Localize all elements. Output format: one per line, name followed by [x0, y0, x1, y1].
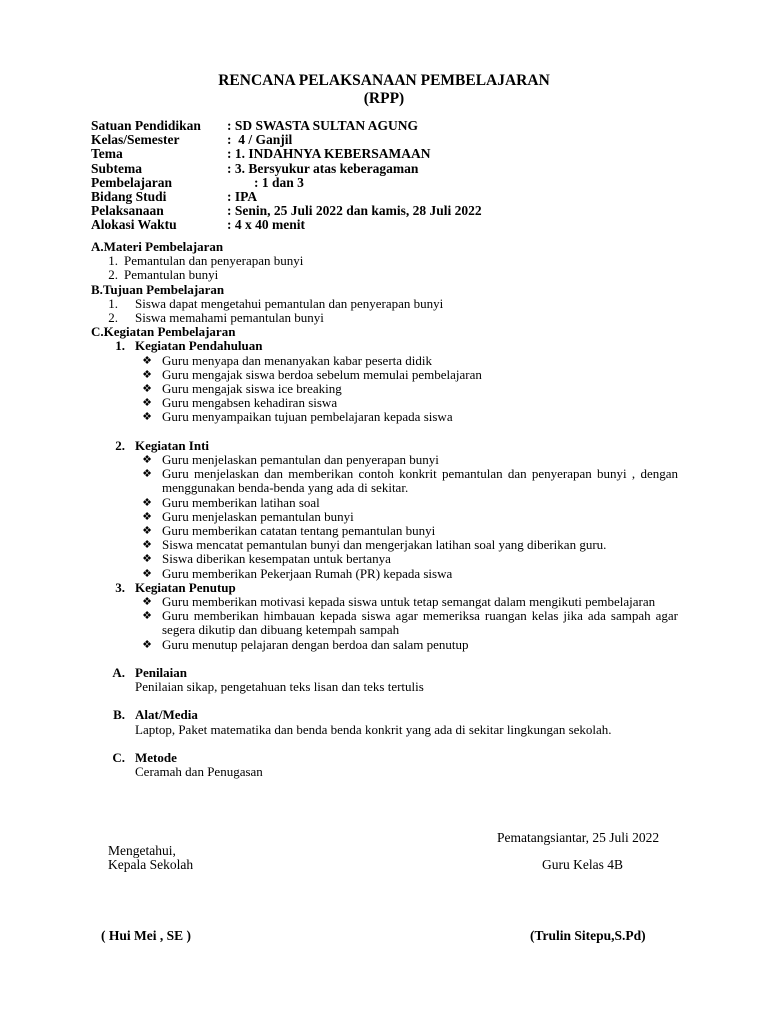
signature-left-label-1: Mengetahui, [108, 843, 176, 858]
list-item: 2. Siswa memahami pemantulan bunyi [108, 309, 324, 325]
bullet-item: ❖ Guru memberikan catatan tentang pemantulan bunyi [91, 524, 678, 538]
bullet-item: ❖ Guru mengajak siswa ice breaking [91, 382, 678, 396]
section-heading-materi: A.Materi Pembelajaran [91, 239, 224, 254]
identity-value: : 3. Bersyukur atas keberagaman [227, 160, 419, 176]
diamond-bullet-icon: ❖ [142, 354, 152, 367]
diamond-bullet-icon: ❖ [142, 638, 152, 651]
diamond-bullet-icon: ❖ [142, 368, 152, 381]
identity-row-bidang [91, 190, 482, 204]
bullet-item: ❖ Guru menyapa dan menanyakan kabar peserta didik [91, 354, 678, 368]
bullet-item: ❖ Siswa mencatat pemantulan bunyi dan mengerjakan latihan soal yang diberikan guru. [91, 538, 678, 552]
title-line-1: RENCANA PELAKSANAAN PEMBELAJARAN [218, 72, 550, 89]
bullet-item: ❖ Siswa diberikan kesempatan untuk bertanya [91, 552, 678, 566]
bullet-item: ❖ Guru mengajak siswa berdoa sebelum memulai pembelajaran [91, 368, 678, 382]
identity-label: Kelas/Semester [91, 132, 180, 148]
identity-value: : Senin, 25 Juli 2022 dan kamis, 28 Juli 2022 [227, 203, 482, 219]
bullet-item: ❖ Guru memberikan himbauan kepada siswa agar memeriksa ruangan kelas jika ada sampah agar segera dikutip dan dibuang ketempah sampah [91, 609, 678, 637]
identity-row-satuan [91, 119, 482, 133]
identity-label: Subtema [91, 160, 143, 176]
list-item: 1. Pemantulan dan penyerapan bunyi [108, 253, 304, 269]
identity-label: Bidang Studi [91, 188, 167, 204]
identity-row-pembelajaran [91, 176, 482, 190]
identity-label: Tema [91, 146, 123, 162]
metode-text: Ceramah dan Penugasan [135, 764, 263, 780]
identity-row-kelas [91, 133, 482, 147]
identity-label: Alokasi Waktu [91, 217, 177, 233]
diamond-bullet-icon: ❖ [142, 610, 152, 623]
signature-place-date: Pematangsiantar, 25 Juli 2022 [497, 830, 660, 845]
identity-value: : SD SWASTA SULTAN AGUNG [227, 118, 419, 133]
diamond-bullet-icon: ❖ [142, 539, 152, 552]
subsection-heading-pendahuluan: 1. Kegiatan Pendahuluan [115, 338, 263, 354]
diamond-bullet-icon: ❖ [142, 468, 152, 481]
list-item-text: Siswa memahami pemantulan bunyi [135, 309, 324, 325]
diamond-bullet-icon: ❖ [142, 411, 152, 424]
list-item: 2. Pemantulan bunyi [108, 267, 219, 283]
penilaian-text: Penilaian sikap, pengetahuan teks lisan dan teks tertulis [135, 679, 424, 695]
section-heading-alat: B. Alat/Media [113, 707, 198, 723]
bullet-item: ❖ Guru menutup pelajaran dengan berdoa dan salam penutup [91, 638, 678, 652]
diamond-bullet-icon: ❖ [142, 510, 152, 523]
list-item: 1. Siswa dapat mengetahui pemantulan dan penyerapan bunyi [108, 295, 444, 311]
identity-label: Pelaksanaan [91, 203, 164, 219]
identity-value: : IPA [227, 188, 258, 204]
bullet-item: ❖ Guru memberikan motivasi kepada siswa untuk tetap semangat dalam mengikuti pembelajaran [91, 595, 678, 609]
identity-value: : 4 / Ganjil [227, 132, 293, 148]
bullet-item: ❖ Guru menjelaskan pemantulan dan penyerapan bunyi [91, 453, 678, 467]
signature-left-name: ( Hui Mei , SE ) [101, 928, 191, 943]
diamond-bullet-icon: ❖ [142, 524, 152, 537]
identity-table [91, 119, 482, 233]
signature-right-name: (Trulin Sitepu,S.Pd) [530, 928, 646, 943]
section-heading-kegiatan: C.Kegiatan Pembelajaran [91, 324, 236, 340]
bullet-item: ❖ Guru mengabsen kehadiran siswa [91, 396, 678, 410]
subsection-heading-penutup: 3. Kegiatan Penutup [115, 579, 236, 595]
list-item-text: Siswa dapat mengetahui pemantulan dan penyerapan bunyi [135, 295, 444, 311]
identity-row-alokasi [91, 218, 482, 232]
bullet-item: ❖ Guru menyampaikan tujuan pembelajaran kepada siswa [91, 410, 678, 424]
identity-row-pelaksanaan [91, 204, 482, 218]
identity-label: Pembelajaran [91, 174, 172, 190]
alat-text: Laptop, Paket matematika dan benda benda konkrit yang ada di sekitar lingkungan sekolah. [135, 721, 612, 737]
subsection-heading-inti: 2. Kegiatan Inti [115, 437, 210, 453]
bullet-item: ❖ Guru memberikan Pekerjaan Rumah (PR) kepada siswa [91, 567, 678, 581]
diamond-bullet-icon: ❖ [142, 453, 152, 466]
list-item-text: Pemantulan dan penyerapan bunyi [124, 253, 304, 269]
bullet-item: ❖ Guru memberikan latihan soal [91, 496, 678, 510]
diamond-bullet-icon: ❖ [142, 553, 152, 566]
title-line-2: (RPP) [363, 90, 405, 107]
section-heading-tujuan: B.Tujuan Pembelajaran [91, 281, 225, 297]
section-heading-penilaian: A. Penilaian [112, 664, 188, 680]
identity-value: : 1. INDAHNYA KEBERSAMAAN [227, 146, 431, 162]
identity-value: : 4 x 40 menit [227, 217, 305, 233]
identity-row-tema [91, 147, 482, 161]
section-heading-metode: C. Metode [112, 750, 177, 766]
bullet-item: ❖ Guru menjelaskan dan memberikan contoh konkrit pemantulan dan penyerapan bunyi , dengan menggunakan benda-benda yang ada di sekitar. [91, 467, 678, 495]
identity-value: : 1 dan 3 [227, 174, 304, 190]
diamond-bullet-icon: ❖ [142, 567, 152, 580]
diamond-bullet-icon: ❖ [142, 397, 152, 410]
main-content [91, 240, 678, 779]
diamond-bullet-icon: ❖ [142, 595, 152, 608]
list-item-text: Pemantulan bunyi [124, 267, 219, 283]
identity-label: Satuan Pendidikan [91, 118, 201, 133]
identity-row-subtema [91, 162, 482, 176]
bullet-item: ❖ Guru menjelaskan pemantulan bunyi [91, 510, 678, 524]
diamond-bullet-icon: ❖ [142, 382, 152, 395]
document-title [0, 72, 768, 108]
signature-left-label-2: Kepala Sekolah [108, 857, 194, 872]
diamond-bullet-icon: ❖ [142, 496, 152, 509]
signature-right-role: Guru Kelas 4B [542, 857, 623, 872]
